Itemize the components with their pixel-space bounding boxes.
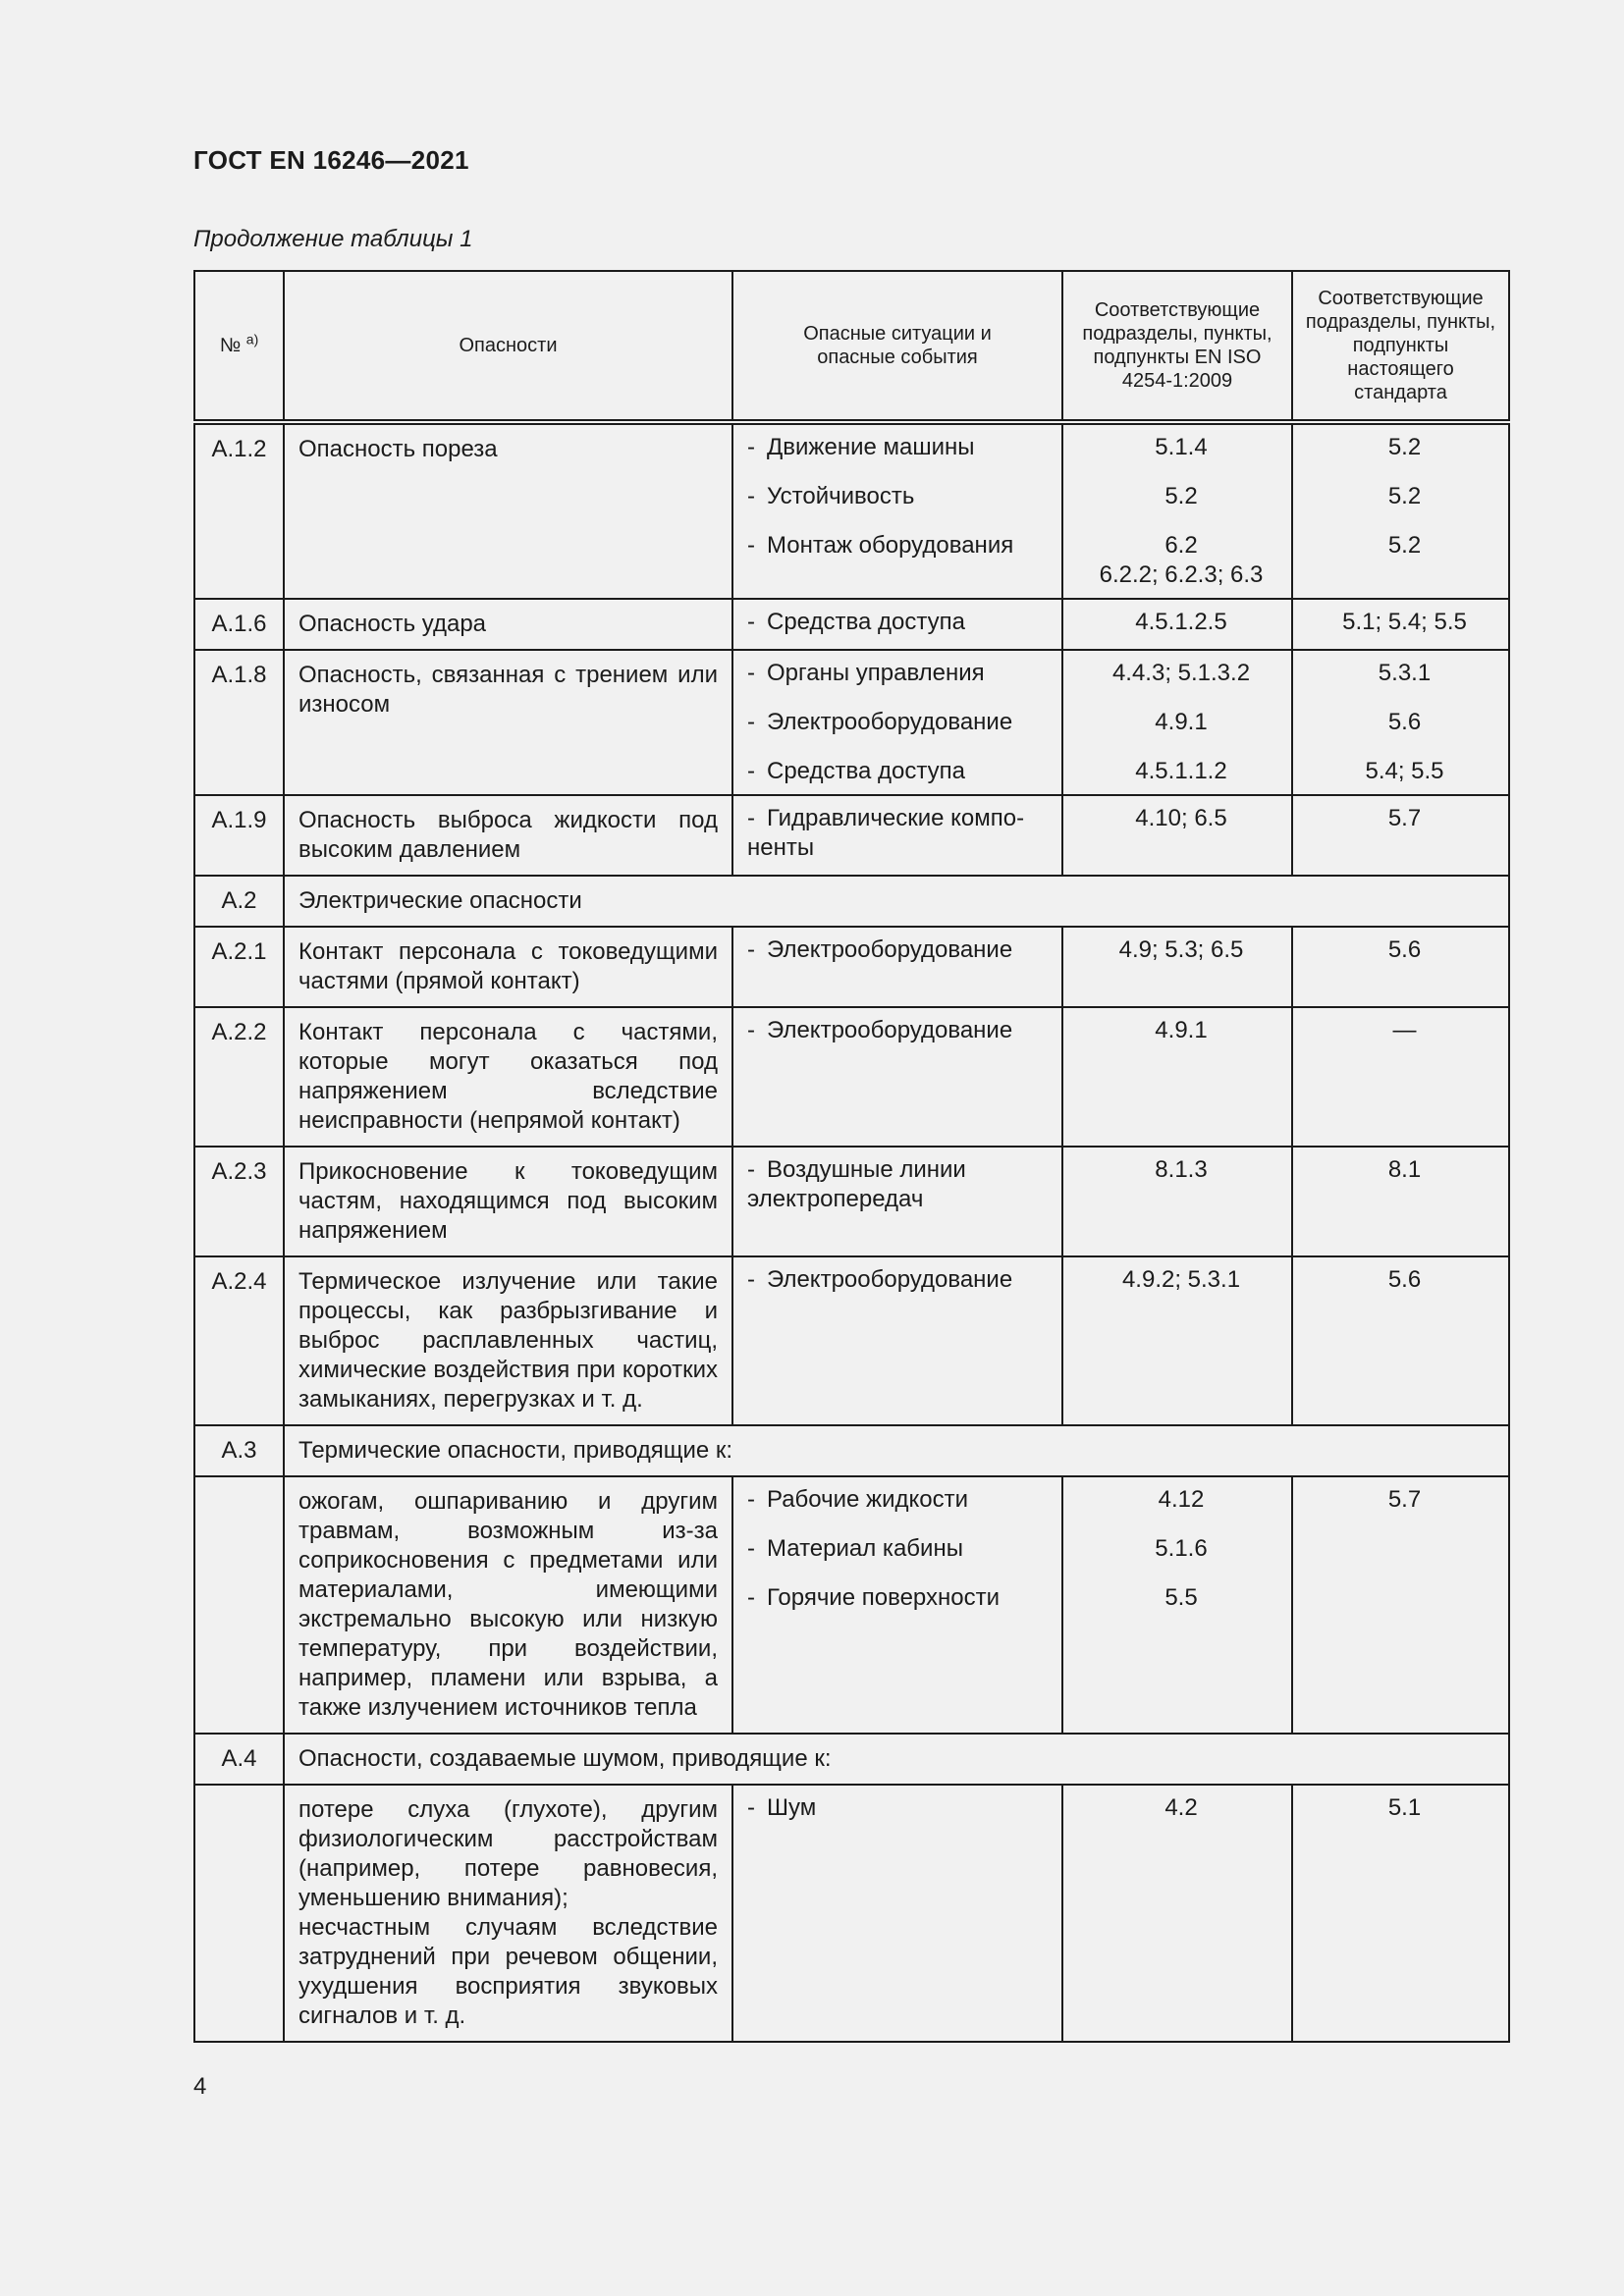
hazard-cell: Опасность пореза [284,422,732,599]
section-title: Электрические опасности [284,876,1509,927]
std-ref-cell: 5.1; 5.4; 5.5 [1292,599,1509,650]
iso-ref-cell: 4.9.1 [1062,1007,1292,1147]
situation-cell: - Средства доступа [732,599,1062,650]
row-number: A.2.3 [194,1147,284,1256]
hazard-cell: Контакт персонала с частями, которые могут оказаться под напряжением вследствие неисправности (непрямой контакт) [284,1007,732,1147]
std-ref-cell: 8.1 [1292,1147,1509,1256]
iso-ref-cell: 4.2 [1062,1785,1292,2042]
iso-ref-cell: 4.9; 5.3; 6.5 [1062,927,1292,1007]
std-ref-cell: 5.1 [1292,1785,1509,2042]
col-header-situations: Опасные ситуации и опасные события [732,271,1062,422]
situation-cell: - Воздушные линии электропередач [732,1147,1062,1256]
table-row [194,1785,1509,2042]
std-ref-cell: 5.6 [1292,927,1509,1007]
row-number: A.4 [194,1734,284,1785]
std-ref-cell: 5.7 [1292,795,1509,876]
section-row [194,1734,1509,1785]
situation-cell: - Электрооборудование [732,927,1062,1007]
page-number: 4 [193,2073,207,2100]
situation-cell: - Шум [732,1785,1062,2042]
table-row [194,1476,1509,1734]
table-row [194,422,1509,599]
hazard-cell: Контакт персонала с токоведущими частями (прямой контакт) [284,927,732,1007]
hazard-cell: Опасность, связанная с трением или износом [284,650,732,795]
situation-cell: - Движение машины - Устойчивость - Монтаж оборудования [732,422,1062,599]
document-title: ГОСТ EN 16246—2021 [193,145,469,175]
section-row [194,876,1509,927]
hazard-cell: ожогам, ошпариванию и другим травмам, возможным из-за соприкосновения с предметами или материалами, имеющими экстремально высокую или низкую температуру, при воздействии, например, пламени или взрыва, а также излучением источников тепла [284,1476,732,1734]
row-number: A.2 [194,876,284,927]
col-header-iso-ref: Соответствующие подразделы, пункты, подпункты EN ISO 4254-1:2009 [1062,271,1292,422]
std-ref-cell: — [1292,1007,1509,1147]
std-ref-cell: 5.2 5.2 5.2 [1292,422,1509,599]
row-number: A.2.2 [194,1007,284,1147]
row-number: A.1.8 [194,650,284,795]
situation-cell: - Гидравлические компо- ненты [732,795,1062,876]
hazard-cell [284,1785,732,2042]
table-row [194,1007,1509,1147]
hazard-text: потере слуха (глухоте), другим физиологическим расстройствам (например, потере равновесия, уменьшению внимания); [298,1796,718,1911]
iso-ref-cell: 5.1.4 5.2 6.2 6.2.2; 6.2.3; 6.3 [1062,422,1292,599]
table-header-row [194,271,1509,422]
table-row [194,1256,1509,1425]
situation-cell: - Органы управления - Электрооборудование - Средства доступа [732,650,1062,795]
row-number: A.2.1 [194,927,284,1007]
col-header-num: № $^{a)}$ [194,271,284,422]
table-row [194,795,1509,876]
situation-cell: - Электрооборудование [732,1007,1062,1147]
col-header-hazards: Опасности [284,271,732,422]
table-row [194,927,1509,1007]
hazards-table [193,270,1510,2043]
std-ref-cell: 5.7 [1292,1476,1509,1734]
iso-ref-cell: 4.4.3; 5.1.3.2 4.9.1 4.5.1.1.2 [1062,650,1292,795]
col-header-std-ref: Соответствующие подразделы, пункты, подпункты настоящего стандарта [1292,271,1509,422]
section-title: Опасности, создаваемые шумом, приводящие к: [284,1734,1509,1785]
table-row [194,599,1509,650]
row-number: A.1.2 [194,422,284,599]
iso-ref-cell: 8.1.3 [1062,1147,1292,1256]
hazard-cell: Опасность выброса жидкости под высоким давлением [284,795,732,876]
row-number [194,1476,284,1734]
iso-ref-cell: 4.9.2; 5.3.1 [1062,1256,1292,1425]
hazard-cell: Прикосновение к токоведущим частям, находящимся под высоким напряжением [284,1147,732,1256]
hazard-text: несчастным случаям вследствие затруднений при речевом общении, ухудшения восприятия звуковых сигналов и т. д. [298,1914,718,2029]
table-row [194,650,1509,795]
row-number: A.1.9 [194,795,284,876]
std-ref-cell: 5.3.1 5.6 5.4; 5.5 [1292,650,1509,795]
iso-ref-cell: 4.12 5.1.6 5.5 [1062,1476,1292,1734]
row-number: A.2.4 [194,1256,284,1425]
section-row [194,1425,1509,1476]
table-row [194,1147,1509,1256]
iso-ref-cell: 4.5.1.2.5 [1062,599,1292,650]
hazard-cell: Термическое излучение или такие процессы, как разбрызгивание и выброс расплавленных частиц, химические воздействия при коротких замыканиях, перегрузках и т. д. [284,1256,732,1425]
iso-ref-cell: 4.10; 6.5 [1062,795,1292,876]
hazard-cell: Опасность удара [284,599,732,650]
std-ref-cell: 5.6 [1292,1256,1509,1425]
row-number: A.1.6 [194,599,284,650]
table-caption: Продолжение таблицы 1 [193,226,473,252]
row-number [194,1785,284,2042]
situation-cell: - Электрооборудование [732,1256,1062,1425]
row-number: A.3 [194,1425,284,1476]
situation-cell: - Рабочие жидкости - Материал кабины - Горячие поверхности [732,1476,1062,1734]
section-title: Термические опасности, приводящие к: [284,1425,1509,1476]
